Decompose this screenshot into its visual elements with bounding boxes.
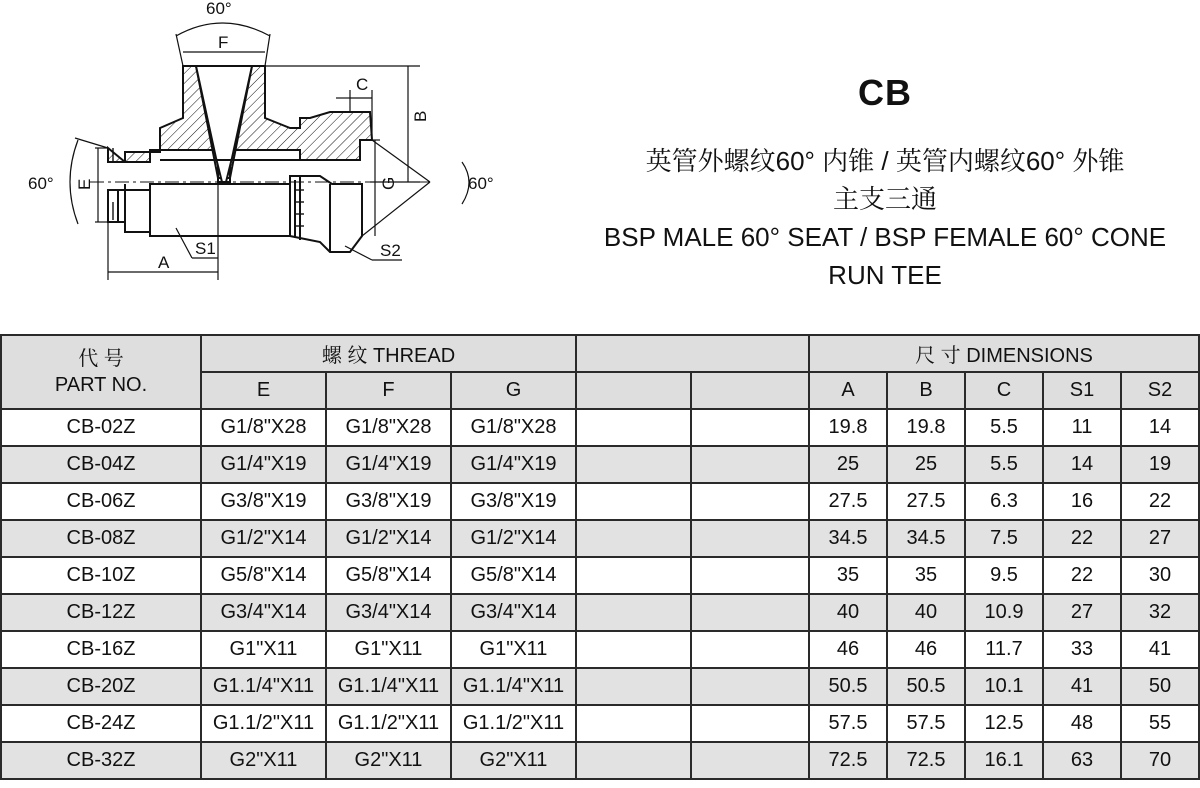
- header-part-no: [1, 335, 201, 409]
- header-s1: S1: [1043, 372, 1121, 409]
- label-g: G: [379, 176, 398, 190]
- cell-e: G3/8"X19: [201, 483, 326, 520]
- cell-a: 72.5: [809, 742, 887, 779]
- cell-s1: 16: [1043, 483, 1121, 520]
- cell-e: G1/8"X28: [201, 409, 326, 446]
- cell-f: G5/8"X14: [326, 557, 451, 594]
- cell-s1: 41: [1043, 668, 1121, 705]
- cell-f: G1/2"X14: [326, 520, 451, 557]
- cell-f: G1/4"X19: [326, 446, 451, 483]
- table-header-row-1: [1, 335, 1199, 372]
- cell-s1: 22: [1043, 520, 1121, 557]
- cell-s2: 70: [1121, 742, 1199, 779]
- cell-g: G2"X11: [451, 742, 576, 779]
- cell-a: 40: [809, 594, 887, 631]
- cell-a: 34.5: [809, 520, 887, 557]
- cell-e: G1.1/4"X11: [201, 668, 326, 705]
- cell-blank: [691, 446, 809, 483]
- cell-s2: 14: [1121, 409, 1199, 446]
- cell-a: 25: [809, 446, 887, 483]
- cell-a: 19.8: [809, 409, 887, 446]
- cell-g: G1/2"X14: [451, 520, 576, 557]
- cell-blank: [691, 557, 809, 594]
- technical-drawing: [0, 0, 560, 300]
- cell-a: 57.5: [809, 705, 887, 742]
- cell-s1: 14: [1043, 446, 1121, 483]
- title-cn-line1: 英管外螺纹60° 内锥 / 英管内螺纹60° 外锥: [645, 146, 1125, 176]
- cell-s1: 63: [1043, 742, 1121, 779]
- cell-s1: 48: [1043, 705, 1121, 742]
- header-g: G: [451, 372, 576, 409]
- cell-s2: 22: [1121, 483, 1199, 520]
- cell-blank: [691, 520, 809, 557]
- cell-part: CB-20Z: [1, 668, 201, 705]
- cell-blank: [576, 446, 691, 483]
- cell-blank: [576, 594, 691, 631]
- table-row: [1, 483, 1199, 520]
- table-row: [1, 742, 1199, 779]
- cell-part: CB-02Z: [1, 409, 201, 446]
- header-blank-1: [576, 372, 691, 409]
- label-angle-left: 60°: [28, 174, 54, 193]
- cell-g: G1.1/4"X11: [451, 668, 576, 705]
- header-dimensions: 尺 寸 DIMENSIONS: [809, 335, 1199, 372]
- label-c: C: [356, 75, 369, 94]
- cell-c: 5.5: [965, 446, 1043, 483]
- cell-e: G3/4"X14: [201, 594, 326, 631]
- cell-g: G1/4"X19: [451, 446, 576, 483]
- cell-blank: [691, 409, 809, 446]
- cell-e: G5/8"X14: [201, 557, 326, 594]
- cell-part: CB-08Z: [1, 520, 201, 557]
- table-row: [1, 409, 1199, 446]
- table-row: [1, 705, 1199, 742]
- cell-blank: [576, 631, 691, 668]
- cell-b: 57.5: [887, 705, 965, 742]
- cell-part: CB-10Z: [1, 557, 201, 594]
- header-part-cn: 代 号: [78, 348, 124, 370]
- cell-a: 50.5: [809, 668, 887, 705]
- header-c: C: [965, 372, 1043, 409]
- cell-b: 40: [887, 594, 965, 631]
- cell-e: G1.1/2"X11: [201, 705, 326, 742]
- cell-b: 25: [887, 446, 965, 483]
- cell-blank: [691, 483, 809, 520]
- cell-e: G1"X11: [201, 631, 326, 668]
- cell-part: CB-16Z: [1, 631, 201, 668]
- cell-c: 10.1: [965, 668, 1043, 705]
- cell-blank: [691, 705, 809, 742]
- cell-c: 12.5: [965, 705, 1043, 742]
- cell-b: 46: [887, 631, 965, 668]
- cell-s1: 27: [1043, 594, 1121, 631]
- product-code: CB: [858, 72, 912, 113]
- label-s2: S2: [380, 241, 401, 260]
- cell-part: CB-04Z: [1, 446, 201, 483]
- cell-b: 19.8: [887, 409, 965, 446]
- cell-c: 7.5: [965, 520, 1043, 557]
- header-e: E: [201, 372, 326, 409]
- title-block: [560, 72, 1200, 294]
- cell-f: G3/4"X14: [326, 594, 451, 631]
- label-b: B: [411, 110, 430, 122]
- cell-s2: 32: [1121, 594, 1199, 631]
- cell-s2: 50: [1121, 668, 1199, 705]
- cell-b: 50.5: [887, 668, 965, 705]
- cell-blank: [691, 742, 809, 779]
- fitting-outline: [108, 160, 362, 252]
- header-f: F: [326, 372, 451, 409]
- cell-e: G2"X11: [201, 742, 326, 779]
- table-row: [1, 520, 1199, 557]
- cell-s1: 22: [1043, 557, 1121, 594]
- title-en-line1: BSP MALE 60° SEAT / BSP FEMALE 60° CONE: [603, 222, 1167, 252]
- label-s1: S1: [195, 239, 216, 258]
- cell-f: G2"X11: [326, 742, 451, 779]
- label-angle-top: 60°: [206, 0, 232, 18]
- cell-blank: [576, 705, 691, 742]
- cell-g: G1.1/2"X11: [451, 705, 576, 742]
- cell-b: 34.5: [887, 520, 965, 557]
- cell-a: 27.5: [809, 483, 887, 520]
- cell-c: 11.7: [965, 631, 1043, 668]
- table-row: [1, 557, 1199, 594]
- label-e: E: [75, 178, 94, 190]
- cell-part: CB-24Z: [1, 705, 201, 742]
- cell-s2: 55: [1121, 705, 1199, 742]
- header-thread: 螺 纹 THREAD: [201, 335, 576, 372]
- header-blank-2: [691, 372, 809, 409]
- cell-b: 72.5: [887, 742, 965, 779]
- cell-s2: 19: [1121, 446, 1199, 483]
- cell-g: G1/8"X28: [451, 409, 576, 446]
- cell-f: G3/8"X19: [326, 483, 451, 520]
- title-cn-line2: 主支三通: [832, 184, 937, 214]
- table-row: [1, 594, 1199, 631]
- cell-part: CB-12Z: [1, 594, 201, 631]
- cell-s2: 27: [1121, 520, 1199, 557]
- cell-blank: [576, 668, 691, 705]
- cell-a: 35: [809, 557, 887, 594]
- cell-f: G1"X11: [326, 631, 451, 668]
- header-part-en: PART NO.: [54, 374, 148, 396]
- cell-g: G5/8"X14: [451, 557, 576, 594]
- header-a: A: [809, 372, 887, 409]
- cell-blank: [576, 742, 691, 779]
- cell-g: G3/8"X19: [451, 483, 576, 520]
- cell-blank: [691, 668, 809, 705]
- cell-c: 16.1: [965, 742, 1043, 779]
- cell-s2: 41: [1121, 631, 1199, 668]
- table-row: [1, 631, 1199, 668]
- cell-blank: [576, 409, 691, 446]
- header-blank: [576, 335, 809, 372]
- cell-f: G1.1/2"X11: [326, 705, 451, 742]
- cell-b: 27.5: [887, 483, 965, 520]
- cell-c: 6.3: [965, 483, 1043, 520]
- cell-e: G1/4"X19: [201, 446, 326, 483]
- cell-g: G1"X11: [451, 631, 576, 668]
- title-en-line2: RUN TEE: [828, 260, 942, 290]
- cell-c: 10.9: [965, 594, 1043, 631]
- cell-f: G1/8"X28: [326, 409, 451, 446]
- label-angle-right: 60°: [468, 174, 494, 193]
- table-row: [1, 446, 1199, 483]
- header-s2: S2: [1121, 372, 1199, 409]
- table-row: [1, 668, 1199, 705]
- cell-c: 9.5: [965, 557, 1043, 594]
- cell-f: G1.1/4"X11: [326, 668, 451, 705]
- cell-blank: [576, 520, 691, 557]
- cell-blank: [576, 483, 691, 520]
- cell-s1: 11: [1043, 409, 1121, 446]
- cell-part: CB-32Z: [1, 742, 201, 779]
- cell-blank: [691, 594, 809, 631]
- cell-s2: 30: [1121, 557, 1199, 594]
- cell-c: 5.5: [965, 409, 1043, 446]
- label-f: F: [218, 33, 229, 52]
- header-b: B: [887, 372, 965, 409]
- cell-part: CB-06Z: [1, 483, 201, 520]
- cell-blank: [691, 631, 809, 668]
- cell-a: 46: [809, 631, 887, 668]
- spec-table: [0, 334, 1200, 780]
- cell-e: G1/2"X14: [201, 520, 326, 557]
- label-a: A: [158, 253, 170, 272]
- cell-blank: [576, 557, 691, 594]
- cell-s1: 33: [1043, 631, 1121, 668]
- cell-b: 35: [887, 557, 965, 594]
- cell-g: G3/4"X14: [451, 594, 576, 631]
